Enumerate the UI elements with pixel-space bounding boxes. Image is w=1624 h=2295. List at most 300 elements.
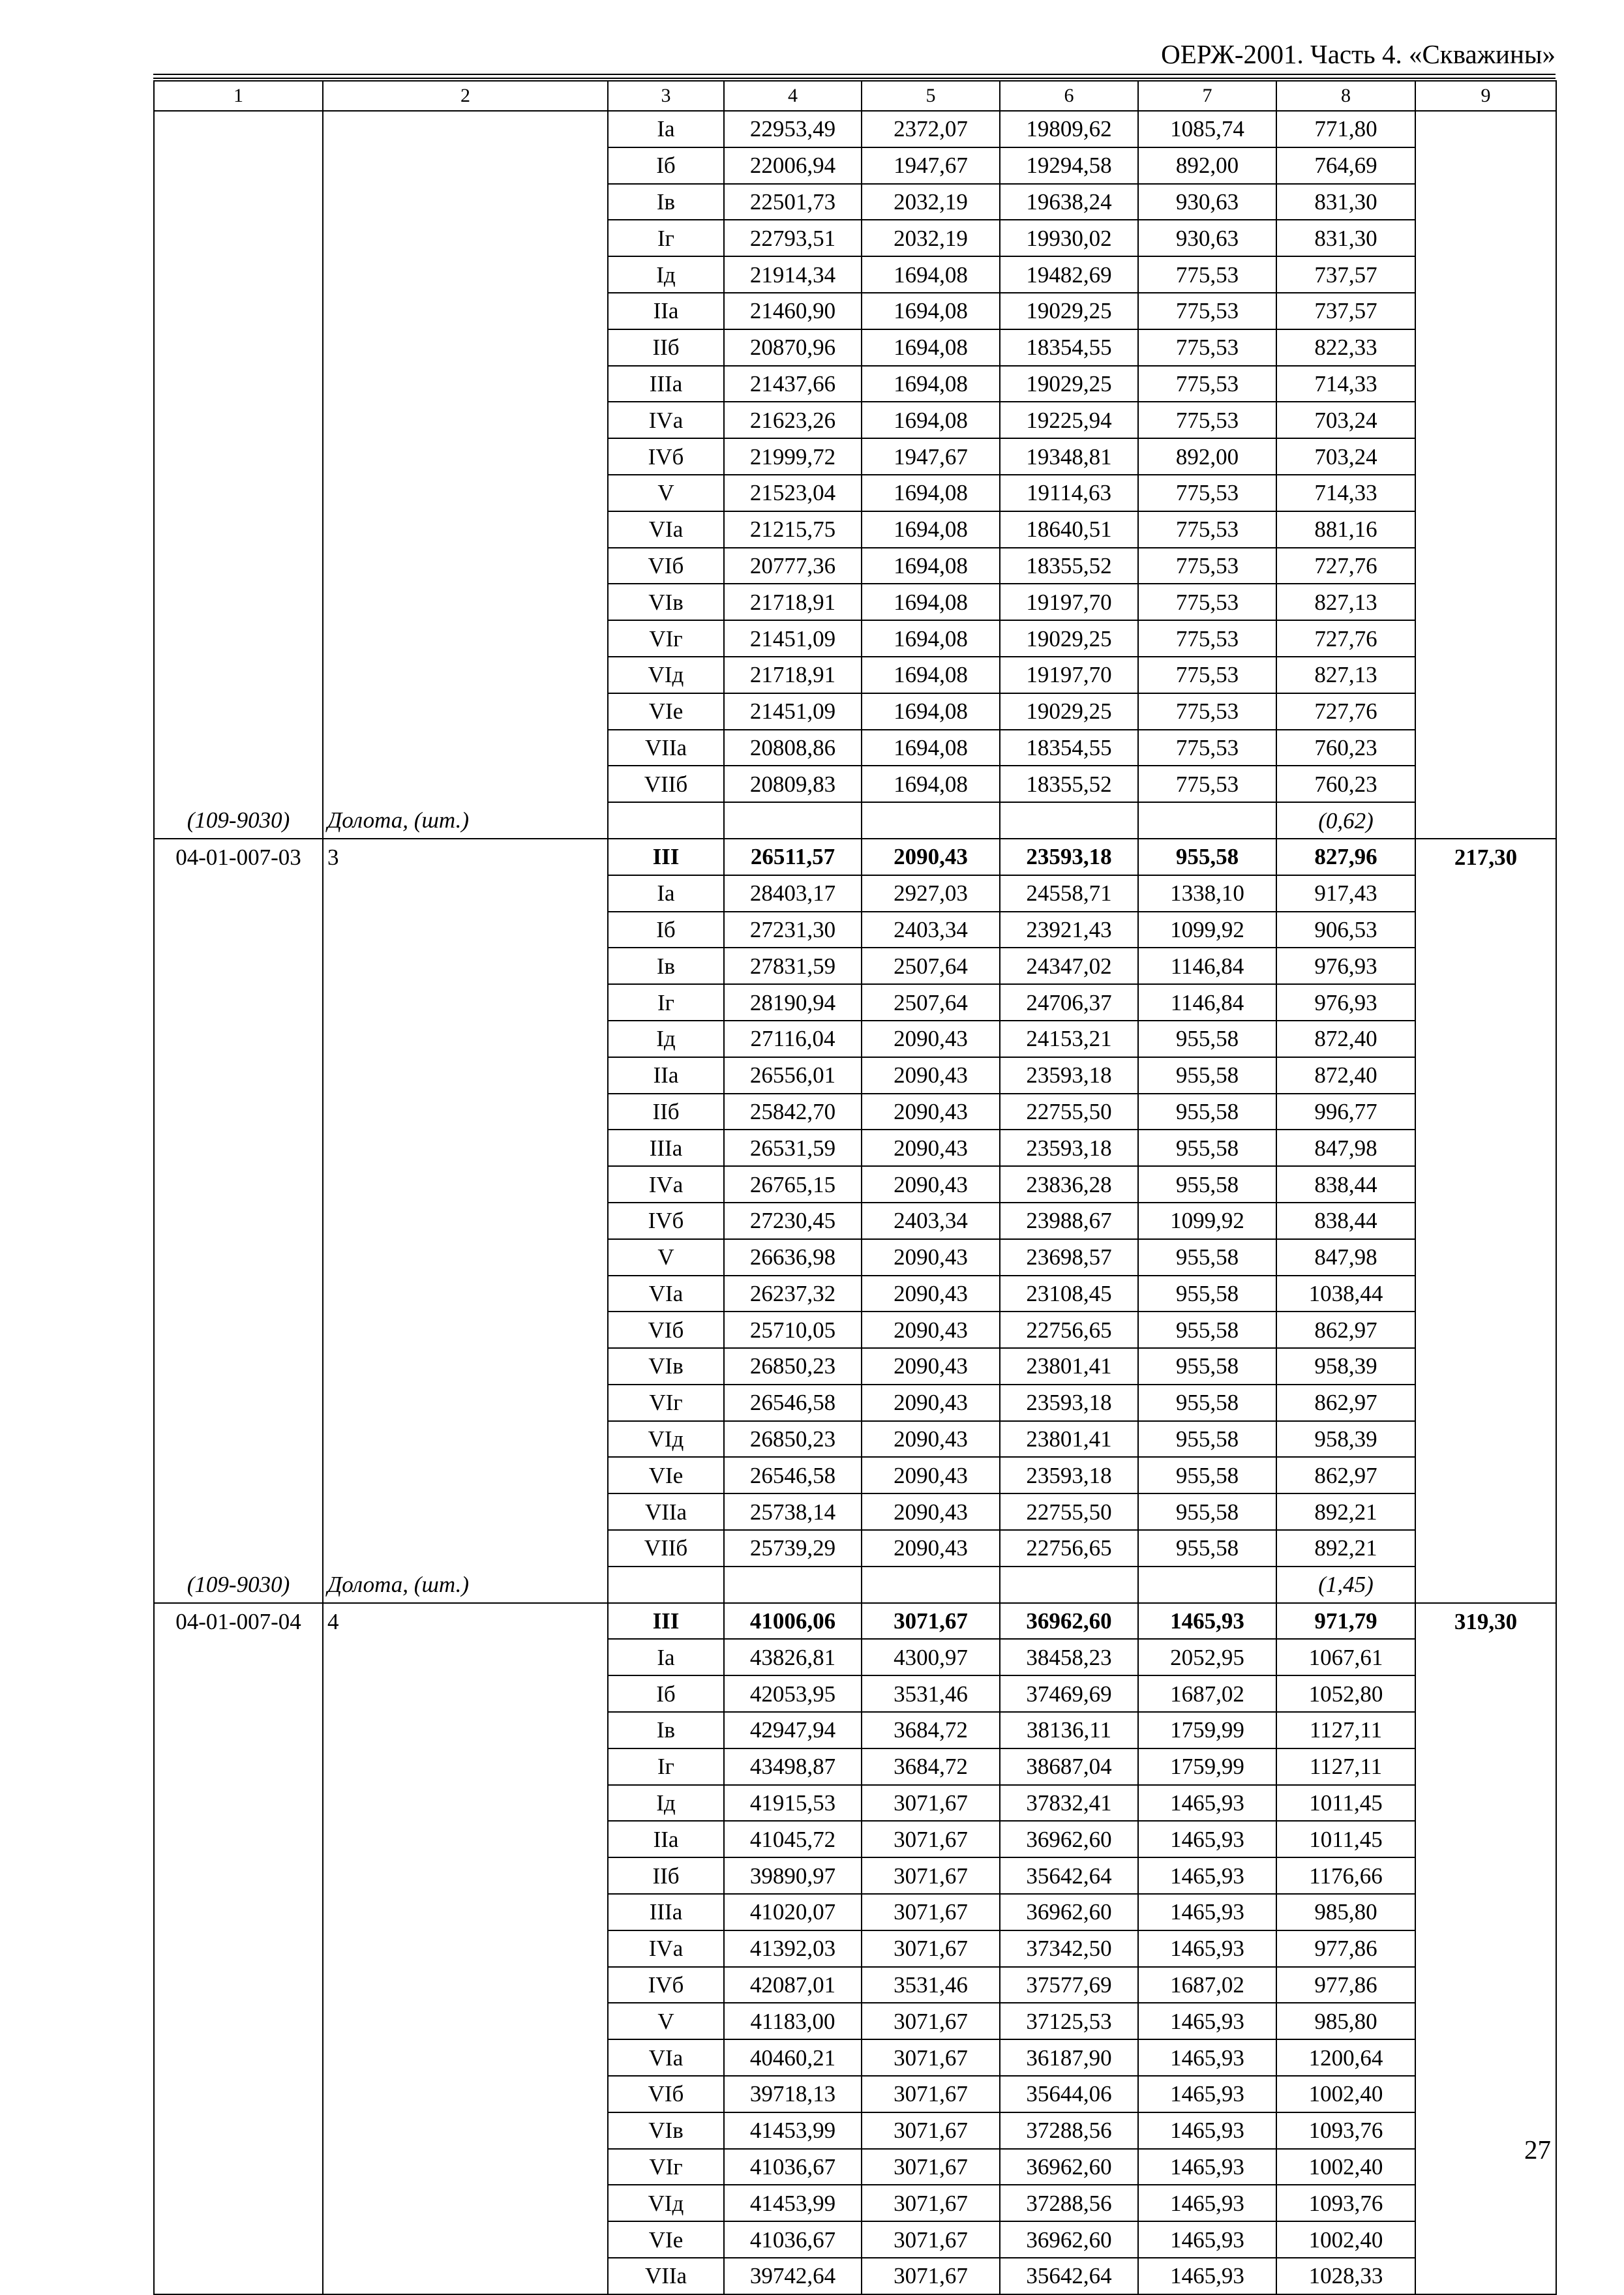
labor-cost-cell bbox=[1415, 1930, 1556, 1967]
norm-name-cell bbox=[323, 1857, 608, 1894]
total-cost-cell: 28403,17 bbox=[724, 875, 862, 912]
machinist-wages-cell: 1465,93 bbox=[1138, 1821, 1276, 1857]
labor-cost-cell bbox=[1415, 1675, 1556, 1712]
zone-cell: IIб bbox=[608, 1094, 724, 1130]
column-number: 8 bbox=[1276, 81, 1415, 111]
machines-cell: 23801,41 bbox=[1000, 1421, 1138, 1458]
wages-cell: 2090,43 bbox=[862, 1021, 1000, 1057]
table-row bbox=[154, 657, 1556, 693]
norm-name-cell bbox=[323, 1239, 608, 1276]
table-row bbox=[154, 1603, 1556, 1640]
norm-name-cell bbox=[323, 2039, 608, 2076]
norm-name-cell bbox=[323, 1130, 608, 1166]
materials-cell: 892,21 bbox=[1276, 1493, 1415, 1530]
machines-cell: 19029,25 bbox=[1000, 693, 1138, 730]
total-cost-cell: 41045,72 bbox=[724, 1821, 862, 1857]
machinist-wages-cell: 1465,93 bbox=[1138, 2076, 1276, 2112]
materials-cell: 881,16 bbox=[1276, 511, 1415, 548]
wages-cell: 1947,67 bbox=[862, 147, 1000, 184]
machinist-wages-cell: 955,58 bbox=[1138, 1348, 1276, 1385]
total-cost-cell: 41183,00 bbox=[724, 2003, 862, 2039]
empty-cell bbox=[862, 1567, 1000, 1603]
total-cost-cell: 26511,57 bbox=[724, 839, 862, 875]
norm-name-cell bbox=[323, 184, 608, 220]
norm-name-cell bbox=[323, 1276, 608, 1312]
wages-cell: 1694,08 bbox=[862, 293, 1000, 329]
zone-cell: Iв bbox=[608, 948, 724, 984]
machinist-wages-cell: 1465,93 bbox=[1138, 2258, 1276, 2294]
norm-code-cell bbox=[154, 2003, 323, 2039]
machinist-wages-cell: 775,53 bbox=[1138, 366, 1276, 402]
machines-cell: 36962,60 bbox=[1000, 1821, 1138, 1857]
norm-name-cell bbox=[323, 875, 608, 912]
labor-cost-cell bbox=[1415, 584, 1556, 620]
norm-code-cell bbox=[154, 948, 323, 984]
norm-code-cell bbox=[154, 1457, 323, 1493]
labor-cost-cell bbox=[1415, 1857, 1556, 1894]
machinist-wages-cell: 775,53 bbox=[1138, 620, 1276, 657]
wages-cell: 1694,08 bbox=[862, 620, 1000, 657]
materials-cell: 1176,66 bbox=[1276, 1857, 1415, 1894]
norm-code-cell bbox=[154, 1276, 323, 1312]
norm-name-cell bbox=[323, 147, 608, 184]
resource-quantity-cell: (0,62) bbox=[1276, 802, 1415, 839]
machinist-wages-cell: 930,63 bbox=[1138, 220, 1276, 256]
machines-cell: 37125,53 bbox=[1000, 2003, 1138, 2039]
materials-cell: 714,33 bbox=[1276, 475, 1415, 511]
wages-cell: 2090,43 bbox=[862, 1312, 1000, 1348]
norm-name-cell bbox=[323, 1712, 608, 1748]
machinist-wages-cell: 955,58 bbox=[1138, 1276, 1276, 1312]
resource-row bbox=[154, 802, 1556, 839]
page-number: 27 bbox=[1524, 2135, 1551, 2165]
table-row bbox=[154, 1967, 1556, 2003]
norm-name-cell bbox=[323, 620, 608, 657]
machinist-wages-cell: 1465,93 bbox=[1138, 1785, 1276, 1822]
materials-cell: 862,97 bbox=[1276, 1312, 1415, 1348]
labor-cost-cell bbox=[1415, 1166, 1556, 1203]
machinist-wages-cell: 775,53 bbox=[1138, 256, 1276, 293]
wages-cell: 3531,46 bbox=[862, 1675, 1000, 1712]
total-cost-cell: 26546,58 bbox=[724, 1385, 862, 1421]
empty-cell bbox=[1000, 802, 1138, 839]
norm-name-cell bbox=[323, 1312, 608, 1348]
total-cost-cell: 20808,86 bbox=[724, 730, 862, 766]
empty-cell bbox=[1138, 1567, 1276, 1603]
machines-cell: 22755,50 bbox=[1000, 1094, 1138, 1130]
zone-cell: VIе bbox=[608, 693, 724, 730]
zone-cell: IIIа bbox=[608, 1894, 724, 1930]
wages-cell: 2090,43 bbox=[862, 1457, 1000, 1493]
total-cost-cell: 20809,83 bbox=[724, 766, 862, 802]
machines-cell: 24153,21 bbox=[1000, 1021, 1138, 1057]
wages-cell: 3071,67 bbox=[862, 2149, 1000, 2185]
norm-code-cell: 04-01-007-04 bbox=[154, 1603, 323, 1640]
labor-cost-cell bbox=[1415, 256, 1556, 293]
total-cost-cell: 25710,05 bbox=[724, 1312, 862, 1348]
norm-code-cell bbox=[154, 402, 323, 438]
labor-cost-cell bbox=[1415, 620, 1556, 657]
empty-cell bbox=[724, 802, 862, 839]
zone-cell: Iг bbox=[608, 1748, 724, 1785]
total-cost-cell: 26531,59 bbox=[724, 1130, 862, 1166]
materials-cell: 847,98 bbox=[1276, 1239, 1415, 1276]
machinist-wages-cell: 955,58 bbox=[1138, 1493, 1276, 1530]
total-cost-cell: 21437,66 bbox=[724, 366, 862, 402]
machines-cell: 23836,28 bbox=[1000, 1166, 1138, 1203]
norms-table bbox=[153, 80, 1557, 2295]
norm-code-cell bbox=[154, 220, 323, 256]
norm-name-cell bbox=[323, 293, 608, 329]
machinist-wages-cell: 955,58 bbox=[1138, 1530, 1276, 1567]
norm-name-cell bbox=[323, 220, 608, 256]
materials-cell: 1052,80 bbox=[1276, 1675, 1415, 1712]
zone-cell: IIб bbox=[608, 329, 724, 366]
wages-cell: 3071,67 bbox=[862, 1821, 1000, 1857]
materials-cell: 985,80 bbox=[1276, 1894, 1415, 1930]
norm-name-cell: 4 bbox=[323, 1603, 608, 1640]
zone-cell: VIе bbox=[608, 2221, 724, 2258]
column-number: 5 bbox=[862, 81, 1000, 111]
norm-name-cell bbox=[323, 2258, 608, 2294]
labor-cost-cell bbox=[1415, 548, 1556, 584]
total-cost-cell: 26636,98 bbox=[724, 1239, 862, 1276]
norm-name-cell bbox=[323, 1821, 608, 1857]
machines-cell: 23108,45 bbox=[1000, 1276, 1138, 1312]
norm-code-cell bbox=[154, 1130, 323, 1166]
norm-code-cell bbox=[154, 2076, 323, 2112]
table-row bbox=[154, 730, 1556, 766]
labor-cost-cell bbox=[1415, 366, 1556, 402]
zone-cell: Iд bbox=[608, 1785, 724, 1822]
resource-code-cell: (109-9030) bbox=[154, 802, 323, 839]
materials-cell: 976,93 bbox=[1276, 948, 1415, 984]
materials-cell: 872,40 bbox=[1276, 1057, 1415, 1094]
machinist-wages-cell: 955,58 bbox=[1138, 1385, 1276, 1421]
wages-cell: 2032,19 bbox=[862, 184, 1000, 220]
wages-cell: 2090,43 bbox=[862, 1493, 1000, 1530]
wages-cell: 3684,72 bbox=[862, 1748, 1000, 1785]
labor-cost-cell bbox=[1415, 2185, 1556, 2221]
header-rule bbox=[153, 78, 1556, 79]
materials-cell: 1127,11 bbox=[1276, 1712, 1415, 1748]
machines-cell: 36962,60 bbox=[1000, 1603, 1138, 1640]
labor-cost-cell bbox=[1415, 438, 1556, 475]
norm-name-cell bbox=[323, 1930, 608, 1967]
machinist-wages-cell: 775,53 bbox=[1138, 329, 1276, 366]
table-row bbox=[154, 1348, 1556, 1385]
machines-cell: 19930,02 bbox=[1000, 220, 1138, 256]
norm-name-cell bbox=[323, 1748, 608, 1785]
norm-name-cell bbox=[323, 1493, 608, 1530]
wages-cell: 1694,08 bbox=[862, 730, 1000, 766]
materials-cell: 737,57 bbox=[1276, 256, 1415, 293]
norm-code-cell bbox=[154, 1748, 323, 1785]
norm-code-cell bbox=[154, 1785, 323, 1822]
machinist-wages-cell: 1465,93 bbox=[1138, 2149, 1276, 2185]
empty-cell bbox=[1138, 802, 1276, 839]
zone-cell: IVб bbox=[608, 1967, 724, 2003]
table-row bbox=[154, 693, 1556, 730]
zone-cell: VIIа bbox=[608, 2258, 724, 2294]
total-cost-cell: 27116,04 bbox=[724, 1021, 862, 1057]
table-row bbox=[154, 1276, 1556, 1312]
wages-cell: 1694,08 bbox=[862, 548, 1000, 584]
header-rule bbox=[153, 74, 1556, 75]
machinist-wages-cell: 1099,92 bbox=[1138, 912, 1276, 948]
labor-cost-cell bbox=[1415, 1457, 1556, 1493]
zone-cell: III bbox=[608, 1603, 724, 1640]
total-cost-cell: 42947,94 bbox=[724, 1712, 862, 1748]
norm-code-cell bbox=[154, 1930, 323, 1967]
materials-cell: 703,24 bbox=[1276, 402, 1415, 438]
norm-code-cell bbox=[154, 1639, 323, 1675]
norm-name-cell bbox=[323, 2185, 608, 2221]
machines-cell: 37288,56 bbox=[1000, 2112, 1138, 2149]
total-cost-cell: 26237,32 bbox=[724, 1276, 862, 1312]
norm-name-cell bbox=[323, 1457, 608, 1493]
materials-cell: 838,44 bbox=[1276, 1166, 1415, 1203]
total-cost-cell: 21718,91 bbox=[724, 584, 862, 620]
labor-cost-cell bbox=[1415, 220, 1556, 256]
zone-cell: IIа bbox=[608, 293, 724, 329]
zone-cell: VIг bbox=[608, 2149, 724, 2185]
labor-cost-cell bbox=[1415, 1239, 1556, 1276]
machines-cell: 18355,52 bbox=[1000, 766, 1138, 802]
total-cost-cell: 21523,04 bbox=[724, 475, 862, 511]
total-cost-cell: 41915,53 bbox=[724, 1785, 862, 1822]
wages-cell: 2090,43 bbox=[862, 1348, 1000, 1385]
machines-cell: 36962,60 bbox=[1000, 1894, 1138, 1930]
machinist-wages-cell: 955,58 bbox=[1138, 1239, 1276, 1276]
norm-code-cell bbox=[154, 366, 323, 402]
norm-name-cell bbox=[323, 693, 608, 730]
labor-cost-cell bbox=[1415, 1967, 1556, 2003]
machinist-wages-cell: 955,58 bbox=[1138, 1457, 1276, 1493]
machines-cell: 37342,50 bbox=[1000, 1930, 1138, 1967]
machines-cell: 19638,24 bbox=[1000, 184, 1138, 220]
machinist-wages-cell: 955,58 bbox=[1138, 839, 1276, 875]
machinist-wages-cell: 1146,84 bbox=[1138, 984, 1276, 1021]
total-cost-cell: 21999,72 bbox=[724, 438, 862, 475]
total-cost-cell: 21451,09 bbox=[724, 620, 862, 657]
norm-name-cell bbox=[323, 475, 608, 511]
materials-cell: 847,98 bbox=[1276, 1130, 1415, 1166]
norm-code-cell bbox=[154, 1421, 323, 1458]
total-cost-cell: 26850,23 bbox=[724, 1421, 862, 1458]
labor-cost-cell bbox=[1415, 1748, 1556, 1785]
total-cost-cell: 22501,73 bbox=[724, 184, 862, 220]
machines-cell: 23593,18 bbox=[1000, 839, 1138, 875]
norm-code-cell bbox=[154, 1675, 323, 1712]
machines-cell: 36962,60 bbox=[1000, 2221, 1138, 2258]
machinist-wages-cell: 775,53 bbox=[1138, 657, 1276, 693]
zone-cell: V bbox=[608, 2003, 724, 2039]
resource-row bbox=[154, 1567, 1556, 1603]
machines-cell: 18354,55 bbox=[1000, 730, 1138, 766]
norm-code-cell bbox=[154, 2221, 323, 2258]
machinist-wages-cell: 1465,93 bbox=[1138, 1930, 1276, 1967]
norm-code-cell bbox=[154, 875, 323, 912]
machinist-wages-cell: 1465,93 bbox=[1138, 1857, 1276, 1894]
labor-cost-cell bbox=[1415, 912, 1556, 948]
norm-name-cell bbox=[323, 730, 608, 766]
norm-code-cell bbox=[154, 1348, 323, 1385]
table-row bbox=[154, 1203, 1556, 1239]
zone-cell: IVб bbox=[608, 1203, 724, 1239]
table-row bbox=[154, 984, 1556, 1021]
labor-cost-cell bbox=[1415, 2076, 1556, 2112]
table-row bbox=[154, 1930, 1556, 1967]
machinist-wages-cell: 955,58 bbox=[1138, 1130, 1276, 1166]
norm-code-cell bbox=[154, 2112, 323, 2149]
norm-code-cell: 04-01-007-03 bbox=[154, 839, 323, 875]
wages-cell: 3071,67 bbox=[862, 2112, 1000, 2149]
zone-cell: VIд bbox=[608, 2185, 724, 2221]
norm-name-cell bbox=[323, 1166, 608, 1203]
norm-code-cell bbox=[154, 1530, 323, 1567]
machines-cell: 19029,25 bbox=[1000, 293, 1138, 329]
resource-name-cell: Долота, (шт.) bbox=[323, 802, 608, 839]
wages-cell: 2403,34 bbox=[862, 912, 1000, 948]
norm-code-cell bbox=[154, 1166, 323, 1203]
empty-cell bbox=[1415, 802, 1556, 839]
machinist-wages-cell: 1465,93 bbox=[1138, 2039, 1276, 2076]
machinist-wages-cell: 955,58 bbox=[1138, 1312, 1276, 1348]
zone-cell: VIд bbox=[608, 657, 724, 693]
zone-cell: Iд bbox=[608, 256, 724, 293]
norm-code-cell bbox=[154, 475, 323, 511]
wages-cell: 1694,08 bbox=[862, 256, 1000, 293]
machinist-wages-cell: 1759,99 bbox=[1138, 1712, 1276, 1748]
norm-name-cell bbox=[323, 1967, 608, 2003]
machinist-wages-cell: 775,53 bbox=[1138, 584, 1276, 620]
norm-code-cell bbox=[154, 1057, 323, 1094]
labor-cost-cell bbox=[1415, 293, 1556, 329]
column-number: 9 bbox=[1415, 81, 1556, 111]
empty-cell bbox=[608, 802, 724, 839]
norm-name-cell bbox=[323, 402, 608, 438]
norm-name-cell bbox=[323, 1057, 608, 1094]
norm-name-cell bbox=[323, 438, 608, 475]
total-cost-cell: 39742,64 bbox=[724, 2258, 862, 2294]
machinist-wages-cell: 955,58 bbox=[1138, 1021, 1276, 1057]
table-row bbox=[154, 620, 1556, 657]
machines-cell: 19197,70 bbox=[1000, 657, 1138, 693]
machines-cell: 23593,18 bbox=[1000, 1130, 1138, 1166]
total-cost-cell: 41036,67 bbox=[724, 2149, 862, 2185]
total-cost-cell: 22006,94 bbox=[724, 147, 862, 184]
zone-cell: Iв bbox=[608, 184, 724, 220]
column-number-row bbox=[154, 81, 1556, 111]
norm-code-cell bbox=[154, 1821, 323, 1857]
wages-cell: 2090,43 bbox=[862, 1239, 1000, 1276]
zone-cell: V bbox=[608, 1239, 724, 1276]
total-cost-cell: 21451,09 bbox=[724, 693, 862, 730]
labor-cost-cell bbox=[1415, 1421, 1556, 1458]
labor-cost-cell bbox=[1415, 984, 1556, 1021]
machines-cell: 18355,52 bbox=[1000, 548, 1138, 584]
table-row bbox=[154, 1821, 1556, 1857]
norm-code-cell bbox=[154, 1712, 323, 1748]
machines-cell: 19809,62 bbox=[1000, 111, 1138, 147]
machinist-wages-cell: 955,58 bbox=[1138, 1421, 1276, 1458]
materials-cell: 822,33 bbox=[1276, 329, 1415, 366]
norm-code-cell bbox=[154, 1239, 323, 1276]
wages-cell: 2090,43 bbox=[862, 1421, 1000, 1458]
wages-cell: 3684,72 bbox=[862, 1712, 1000, 1748]
machines-cell: 19029,25 bbox=[1000, 620, 1138, 657]
machines-cell: 23921,43 bbox=[1000, 912, 1138, 948]
norm-code-cell bbox=[154, 256, 323, 293]
machines-cell: 38136,11 bbox=[1000, 1712, 1138, 1748]
wages-cell: 3071,67 bbox=[862, 1603, 1000, 1640]
machines-cell: 35644,06 bbox=[1000, 2076, 1138, 2112]
table-row bbox=[154, 1021, 1556, 1057]
materials-cell: 958,39 bbox=[1276, 1421, 1415, 1458]
labor-cost-cell bbox=[1415, 657, 1556, 693]
total-cost-cell: 25738,14 bbox=[724, 1493, 862, 1530]
total-cost-cell: 41453,99 bbox=[724, 2112, 862, 2149]
labor-cost-cell bbox=[1415, 147, 1556, 184]
wages-cell: 3071,67 bbox=[862, 1930, 1000, 1967]
wages-cell: 2507,64 bbox=[862, 984, 1000, 1021]
labor-cost-cell bbox=[1415, 511, 1556, 548]
zone-cell: Iд bbox=[608, 1021, 724, 1057]
zone-cell: VIе bbox=[608, 1457, 724, 1493]
total-cost-cell: 21914,34 bbox=[724, 256, 862, 293]
total-cost-cell: 26765,15 bbox=[724, 1166, 862, 1203]
table-row bbox=[154, 1421, 1556, 1458]
norm-name-cell bbox=[323, 329, 608, 366]
materials-cell: 764,69 bbox=[1276, 147, 1415, 184]
column-number: 1 bbox=[154, 81, 323, 111]
total-cost-cell: 22793,51 bbox=[724, 220, 862, 256]
labor-cost-cell bbox=[1415, 1712, 1556, 1748]
machines-cell: 19294,58 bbox=[1000, 147, 1138, 184]
zone-cell: VIг bbox=[608, 1385, 724, 1421]
materials-cell: 1002,40 bbox=[1276, 2149, 1415, 2185]
wages-cell: 1694,08 bbox=[862, 511, 1000, 548]
empty-cell bbox=[862, 802, 1000, 839]
column-number: 7 bbox=[1138, 81, 1276, 111]
wages-cell: 3071,67 bbox=[862, 2039, 1000, 2076]
resource-name-cell: Долота, (шт.) bbox=[323, 1567, 608, 1603]
machines-cell: 38458,23 bbox=[1000, 1639, 1138, 1675]
machines-cell: 23593,18 bbox=[1000, 1457, 1138, 1493]
document-title: ОЕРЖ-2001. Часть 4. «Скважины» bbox=[1161, 39, 1556, 69]
labor-cost-cell bbox=[1415, 1130, 1556, 1166]
table-row bbox=[154, 548, 1556, 584]
machines-cell: 23593,18 bbox=[1000, 1057, 1138, 1094]
norm-name-cell bbox=[323, 2003, 608, 2039]
wages-cell: 2032,19 bbox=[862, 220, 1000, 256]
materials-cell: 714,33 bbox=[1276, 366, 1415, 402]
total-cost-cell: 27831,59 bbox=[724, 948, 862, 984]
zone-cell: Iг bbox=[608, 984, 724, 1021]
wages-cell: 1694,08 bbox=[862, 693, 1000, 730]
wages-cell: 1694,08 bbox=[862, 657, 1000, 693]
machinist-wages-cell: 1338,10 bbox=[1138, 875, 1276, 912]
table-row bbox=[154, 2149, 1556, 2185]
wages-cell: 3071,67 bbox=[862, 2185, 1000, 2221]
norm-code-cell bbox=[154, 766, 323, 802]
machinist-wages-cell: 1085,74 bbox=[1138, 111, 1276, 147]
zone-cell: VIIб bbox=[608, 766, 724, 802]
labor-cost-cell bbox=[1415, 693, 1556, 730]
labor-cost-cell bbox=[1415, 2039, 1556, 2076]
norm-name-cell bbox=[323, 111, 608, 147]
